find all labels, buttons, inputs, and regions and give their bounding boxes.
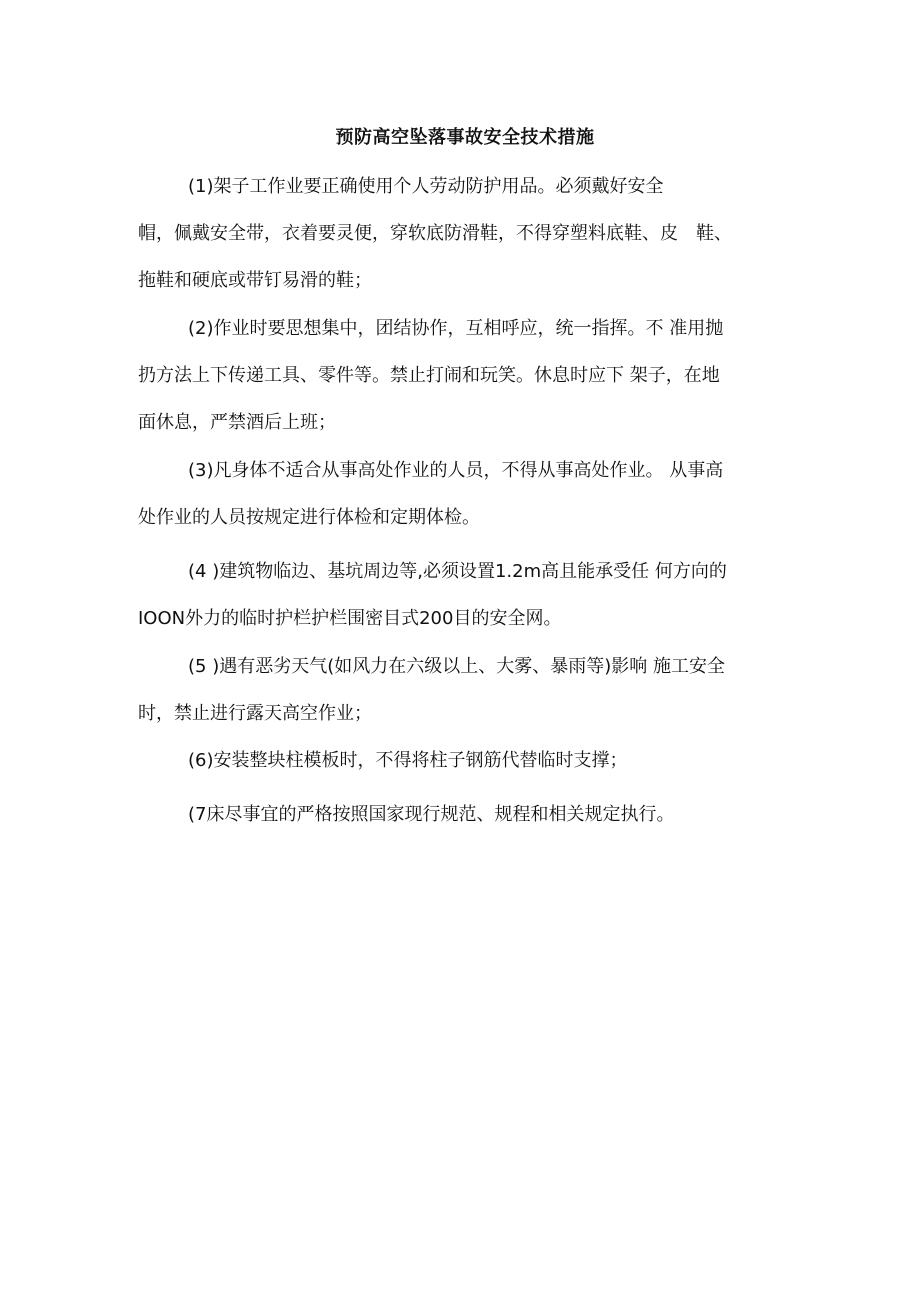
text-line: 面休息，严禁酒后上班； [138, 412, 336, 433]
text-line: (3)凡身体不适合从事高处作业的人员，不得从事高处作业。 从事高 [188, 460, 724, 481]
text-line: (5 )遇有恶劣天气(如风力在六级以上、大雾、暴雨等)影响 施工安全 [188, 656, 725, 677]
text-line: (4 )建筑物临边、基坑周边等,必须设置1.2m高且能承受任 何方向的 [188, 561, 727, 582]
document-title: 预防高空坠落事故安全技术措施 [335, 127, 595, 148]
text-line: 时，禁止进行露天高空作业； [138, 703, 372, 724]
text-line: (1)架子工作业要正确使用个人劳动防护用品。必须戴好安全 [188, 176, 664, 197]
text-line: (6)安装整块柱模板时，不得将柱子钢筋代替临时支撑； [188, 750, 628, 771]
text-line: 拖鞋和硬底或带钉易滑的鞋； [138, 270, 372, 291]
text-line: IOON外力的临时护栏护栏围密目式200目的安全网。 [138, 608, 562, 629]
text-line: 处作业的人员按规定进行体检和定期体检。 [138, 507, 480, 528]
text-line: (2)作业时要思想集中，团结协作，互相呼应，统一指挥。不 准用抛 [188, 318, 724, 339]
text-line: 扔方法上下传递工具、零件等。禁止打闹和玩笑。休息时应下 架子，在地 [138, 365, 720, 386]
text-line: 帽，佩戴安全带，衣着要灵便，穿软底防滑鞋，不得穿塑料底鞋、皮 鞋、 [138, 223, 732, 244]
text-line: (7床尽事宜的严格按照国家现行规范、规程和相关规定执行。 [188, 804, 675, 825]
